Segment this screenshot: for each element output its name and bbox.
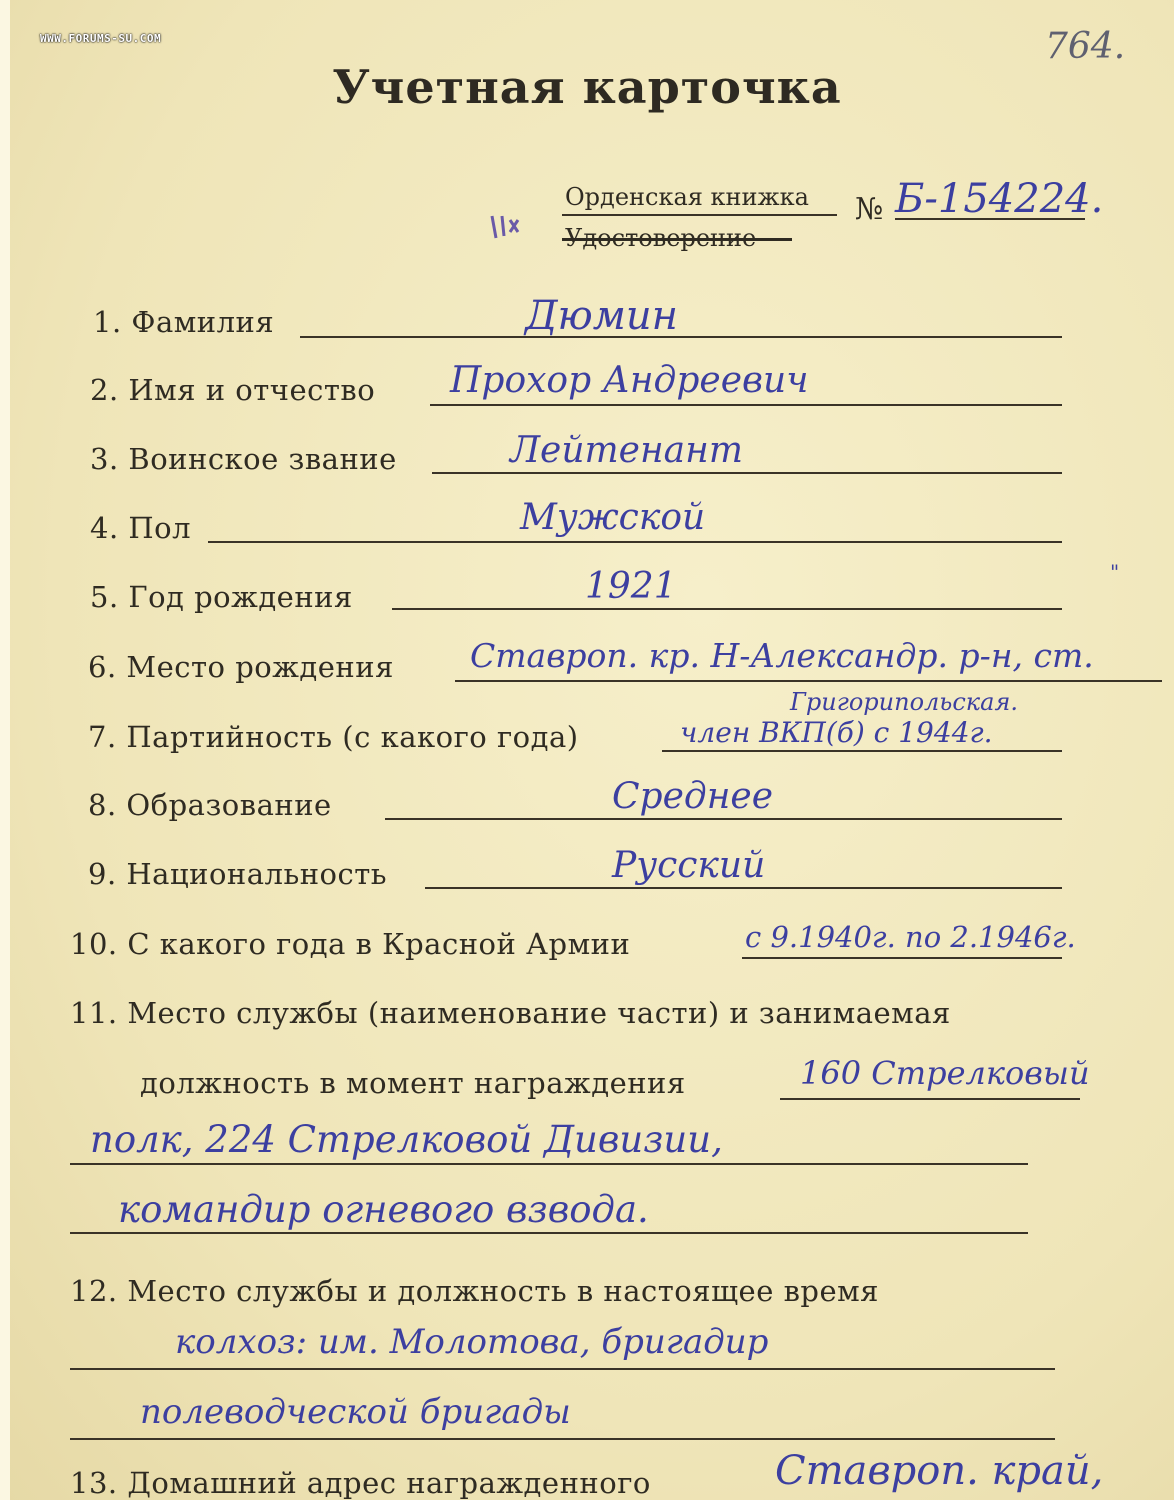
field-10-label: 10. С какого года в Красной Армии xyxy=(70,927,631,961)
field-1-line xyxy=(300,336,1062,338)
field-3-label: 3. Воинское звание xyxy=(90,442,397,476)
field-8-label: 8. Образование xyxy=(88,788,332,822)
field-8-value: Среднее xyxy=(612,776,774,817)
field-8-line xyxy=(385,818,1062,820)
stamp-mark xyxy=(488,212,528,242)
card-title: Учетная карточка xyxy=(332,60,842,114)
field-5-label: 5. Год рождения xyxy=(90,580,353,614)
field-9-value: Русский xyxy=(612,845,766,886)
order-book-underline xyxy=(562,214,837,216)
field-4-value: Мужской xyxy=(520,497,706,538)
field-12-value-2: полеводческой бригады xyxy=(140,1392,571,1432)
field-1-value: Дюмин xyxy=(525,293,679,339)
field-4-line xyxy=(208,541,1062,543)
field-6-value-continued: Григорипольская. xyxy=(790,688,1018,716)
field-11-label: 11. Место службы (наименование части) и занимаемая xyxy=(70,996,951,1030)
field-13-label: 13. Домашний адрес награжденного xyxy=(70,1466,651,1500)
field-2-label: 2. Имя и отчество xyxy=(90,373,376,407)
field-4-label: 4. Пол xyxy=(90,511,192,545)
field-3-value: Лейтенант xyxy=(510,430,743,471)
field-9-label: 9. Национальность xyxy=(88,857,388,891)
field-11-value-1: 160 Стрелковый xyxy=(800,1054,1090,1092)
field-11-value-2: полк, 224 Стрелковой Дивизии, xyxy=(90,1118,723,1161)
field-6-value: Ставроп. кр. Н-Александр. р-н, ст. xyxy=(470,636,1094,675)
field-11-line-2 xyxy=(70,1163,1028,1165)
certificate-strikethrough xyxy=(562,238,792,241)
field-11-line-3 xyxy=(70,1232,1028,1234)
order-book-label: Орденская книжка xyxy=(565,183,809,211)
field-6-line xyxy=(455,680,1162,682)
number-sign: № xyxy=(855,192,884,227)
field-7-value: член ВКП(б) с 1944г. xyxy=(680,716,993,749)
field-12-value-1: колхоз: им. Молотова, бригадир xyxy=(175,1322,769,1362)
field-5-value: 1921 xyxy=(585,566,677,607)
field-12-line-2 xyxy=(70,1438,1055,1440)
archive-number: 764. xyxy=(1045,26,1126,67)
field-5-line xyxy=(392,608,1062,610)
field-11-line-1 xyxy=(780,1098,1080,1100)
field-1-label: 1. Фамилия xyxy=(93,305,275,339)
ditto-mark: " xyxy=(1110,560,1120,584)
field-3-line xyxy=(432,472,1062,474)
field-10-line xyxy=(742,957,1062,959)
field-2-line xyxy=(430,404,1062,406)
watermark: WWW.FORUMS-SU.COM xyxy=(40,32,162,45)
order-book-number: Б-154224. xyxy=(895,176,1104,222)
number-underline xyxy=(895,218,1085,220)
field-6-label: 6. Место рождения xyxy=(88,650,394,684)
page-edge xyxy=(0,0,10,1500)
field-7-line xyxy=(662,750,1062,752)
field-7-label: 7. Партийность (с какого года) xyxy=(88,720,579,754)
field-10-value: с 9.1940г. по 2.1946г. xyxy=(745,920,1076,954)
field-12-line-1 xyxy=(70,1368,1055,1370)
field-9-line xyxy=(425,887,1062,889)
field-11-value-3: командир огневого взвода. xyxy=(118,1188,649,1231)
field-2-value: Прохор Андреевич xyxy=(450,360,809,401)
certificate-label: Удостоверение xyxy=(565,224,757,252)
field-11-label-continued: должность в момент награждения xyxy=(140,1066,686,1100)
field-13-value: Ставроп. край, xyxy=(775,1448,1104,1494)
field-12-label: 12. Место службы и должность в настоящее время xyxy=(70,1274,879,1308)
